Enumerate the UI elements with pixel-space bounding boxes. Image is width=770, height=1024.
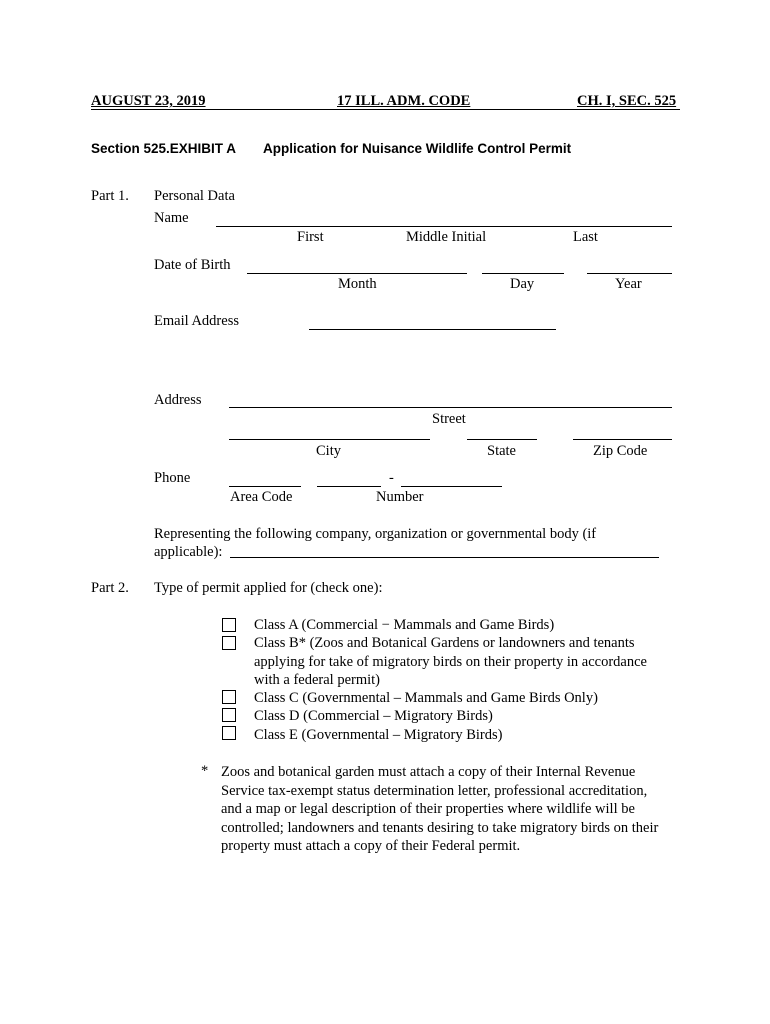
class-d-checkbox[interactable] xyxy=(222,708,236,722)
number-caption: Number xyxy=(376,489,424,505)
permit-type-heading: Type of permit applied for (check one): xyxy=(154,580,383,596)
class-b-text-line3: with a federal permit) xyxy=(254,672,381,688)
personal-data-heading: Personal Data xyxy=(154,188,235,204)
zip-code-caption: Zip Code xyxy=(593,443,648,459)
class-e-option xyxy=(254,726,502,745)
dob-month-field[interactable] xyxy=(247,273,467,274)
representing-field[interactable] xyxy=(230,557,659,558)
middle-initial-caption: Middle Initial xyxy=(406,229,487,245)
phone-prefix-field[interactable] xyxy=(317,486,381,487)
header-date: AUGUST 23, 2019 xyxy=(91,93,206,109)
class-c-option xyxy=(254,689,598,708)
footnote-marker: * xyxy=(201,763,209,779)
class-a-text: Class A (Commercial − Mammals and Game Birds) xyxy=(254,617,555,633)
dob-day-field[interactable] xyxy=(482,273,564,274)
class-b-text-line1: Class B* (Zoos and Botanical Gardens or landowners and tenants xyxy=(254,635,635,651)
name-label: Name xyxy=(154,210,189,226)
day-caption: Day xyxy=(510,276,535,292)
representing-text-line1: Representing the following company, organization or governmental body (if xyxy=(154,526,597,542)
class-d-option xyxy=(254,707,493,726)
city-field[interactable] xyxy=(229,439,430,440)
city-caption: City xyxy=(316,443,341,459)
first-name-caption: First xyxy=(297,229,324,245)
representing-text-line2: applicable): xyxy=(154,544,223,560)
section-number: Section 525.EXHIBIT A xyxy=(91,141,237,156)
name-field[interactable] xyxy=(216,226,672,227)
header-code: 17 ILL. ADM. CODE xyxy=(337,93,471,109)
class-a-checkbox[interactable] xyxy=(222,618,236,632)
area-code-field[interactable] xyxy=(229,486,301,487)
email-field[interactable] xyxy=(309,329,556,330)
class-d-text: Class D (Commercial – Migratory Birds) xyxy=(254,708,493,724)
class-b-text-line2: applying for take of migratory birds on their property in accordance xyxy=(254,653,647,670)
street-caption: Street xyxy=(432,411,466,427)
section-title: Application for Nuisance Wildlife Control Permit xyxy=(263,141,572,156)
dob-year-field[interactable] xyxy=(587,273,672,274)
state-caption: State xyxy=(487,443,516,459)
email-label: Email Address xyxy=(154,313,239,329)
class-e-checkbox[interactable] xyxy=(222,726,236,740)
footnote-text: Zoos and botanical garden must attach a copy of their Internal Revenue Service tax-exempt status determination letter, professional accreditation, and a map or legal description of their properties where wildlife will be controlled; landowners and tenants desiring to take migratory birds on their property must attach a copy of their Federal permit. xyxy=(221,764,659,854)
dob-label: Date of Birth xyxy=(154,257,231,273)
class-a-option xyxy=(254,616,554,635)
last-name-caption: Last xyxy=(573,229,598,245)
phone-label: Phone xyxy=(154,470,191,486)
header-rule xyxy=(91,109,680,110)
class-c-checkbox[interactable] xyxy=(222,690,236,704)
year-caption: Year xyxy=(615,276,642,292)
address-label: Address xyxy=(154,392,202,408)
street-field[interactable] xyxy=(229,407,672,408)
zip-code-field[interactable] xyxy=(573,439,672,440)
state-field[interactable] xyxy=(467,439,537,440)
part2-label: Part 2. xyxy=(91,580,129,596)
class-e-text: Class E (Governmental – Migratory Birds) xyxy=(254,727,503,743)
phone-line-field[interactable] xyxy=(401,486,502,487)
phone-dash: - xyxy=(389,470,394,486)
area-code-caption: Area Code xyxy=(230,489,293,505)
header-chapter: CH. I, SEC. 525 xyxy=(577,93,677,109)
class-b-checkbox[interactable] xyxy=(222,636,236,650)
month-caption: Month xyxy=(338,276,377,292)
part1-label: Part 1. xyxy=(91,188,129,204)
class-b-option xyxy=(254,634,647,690)
class-c-text: Class C (Governmental – Mammals and Game Birds Only) xyxy=(254,690,598,706)
